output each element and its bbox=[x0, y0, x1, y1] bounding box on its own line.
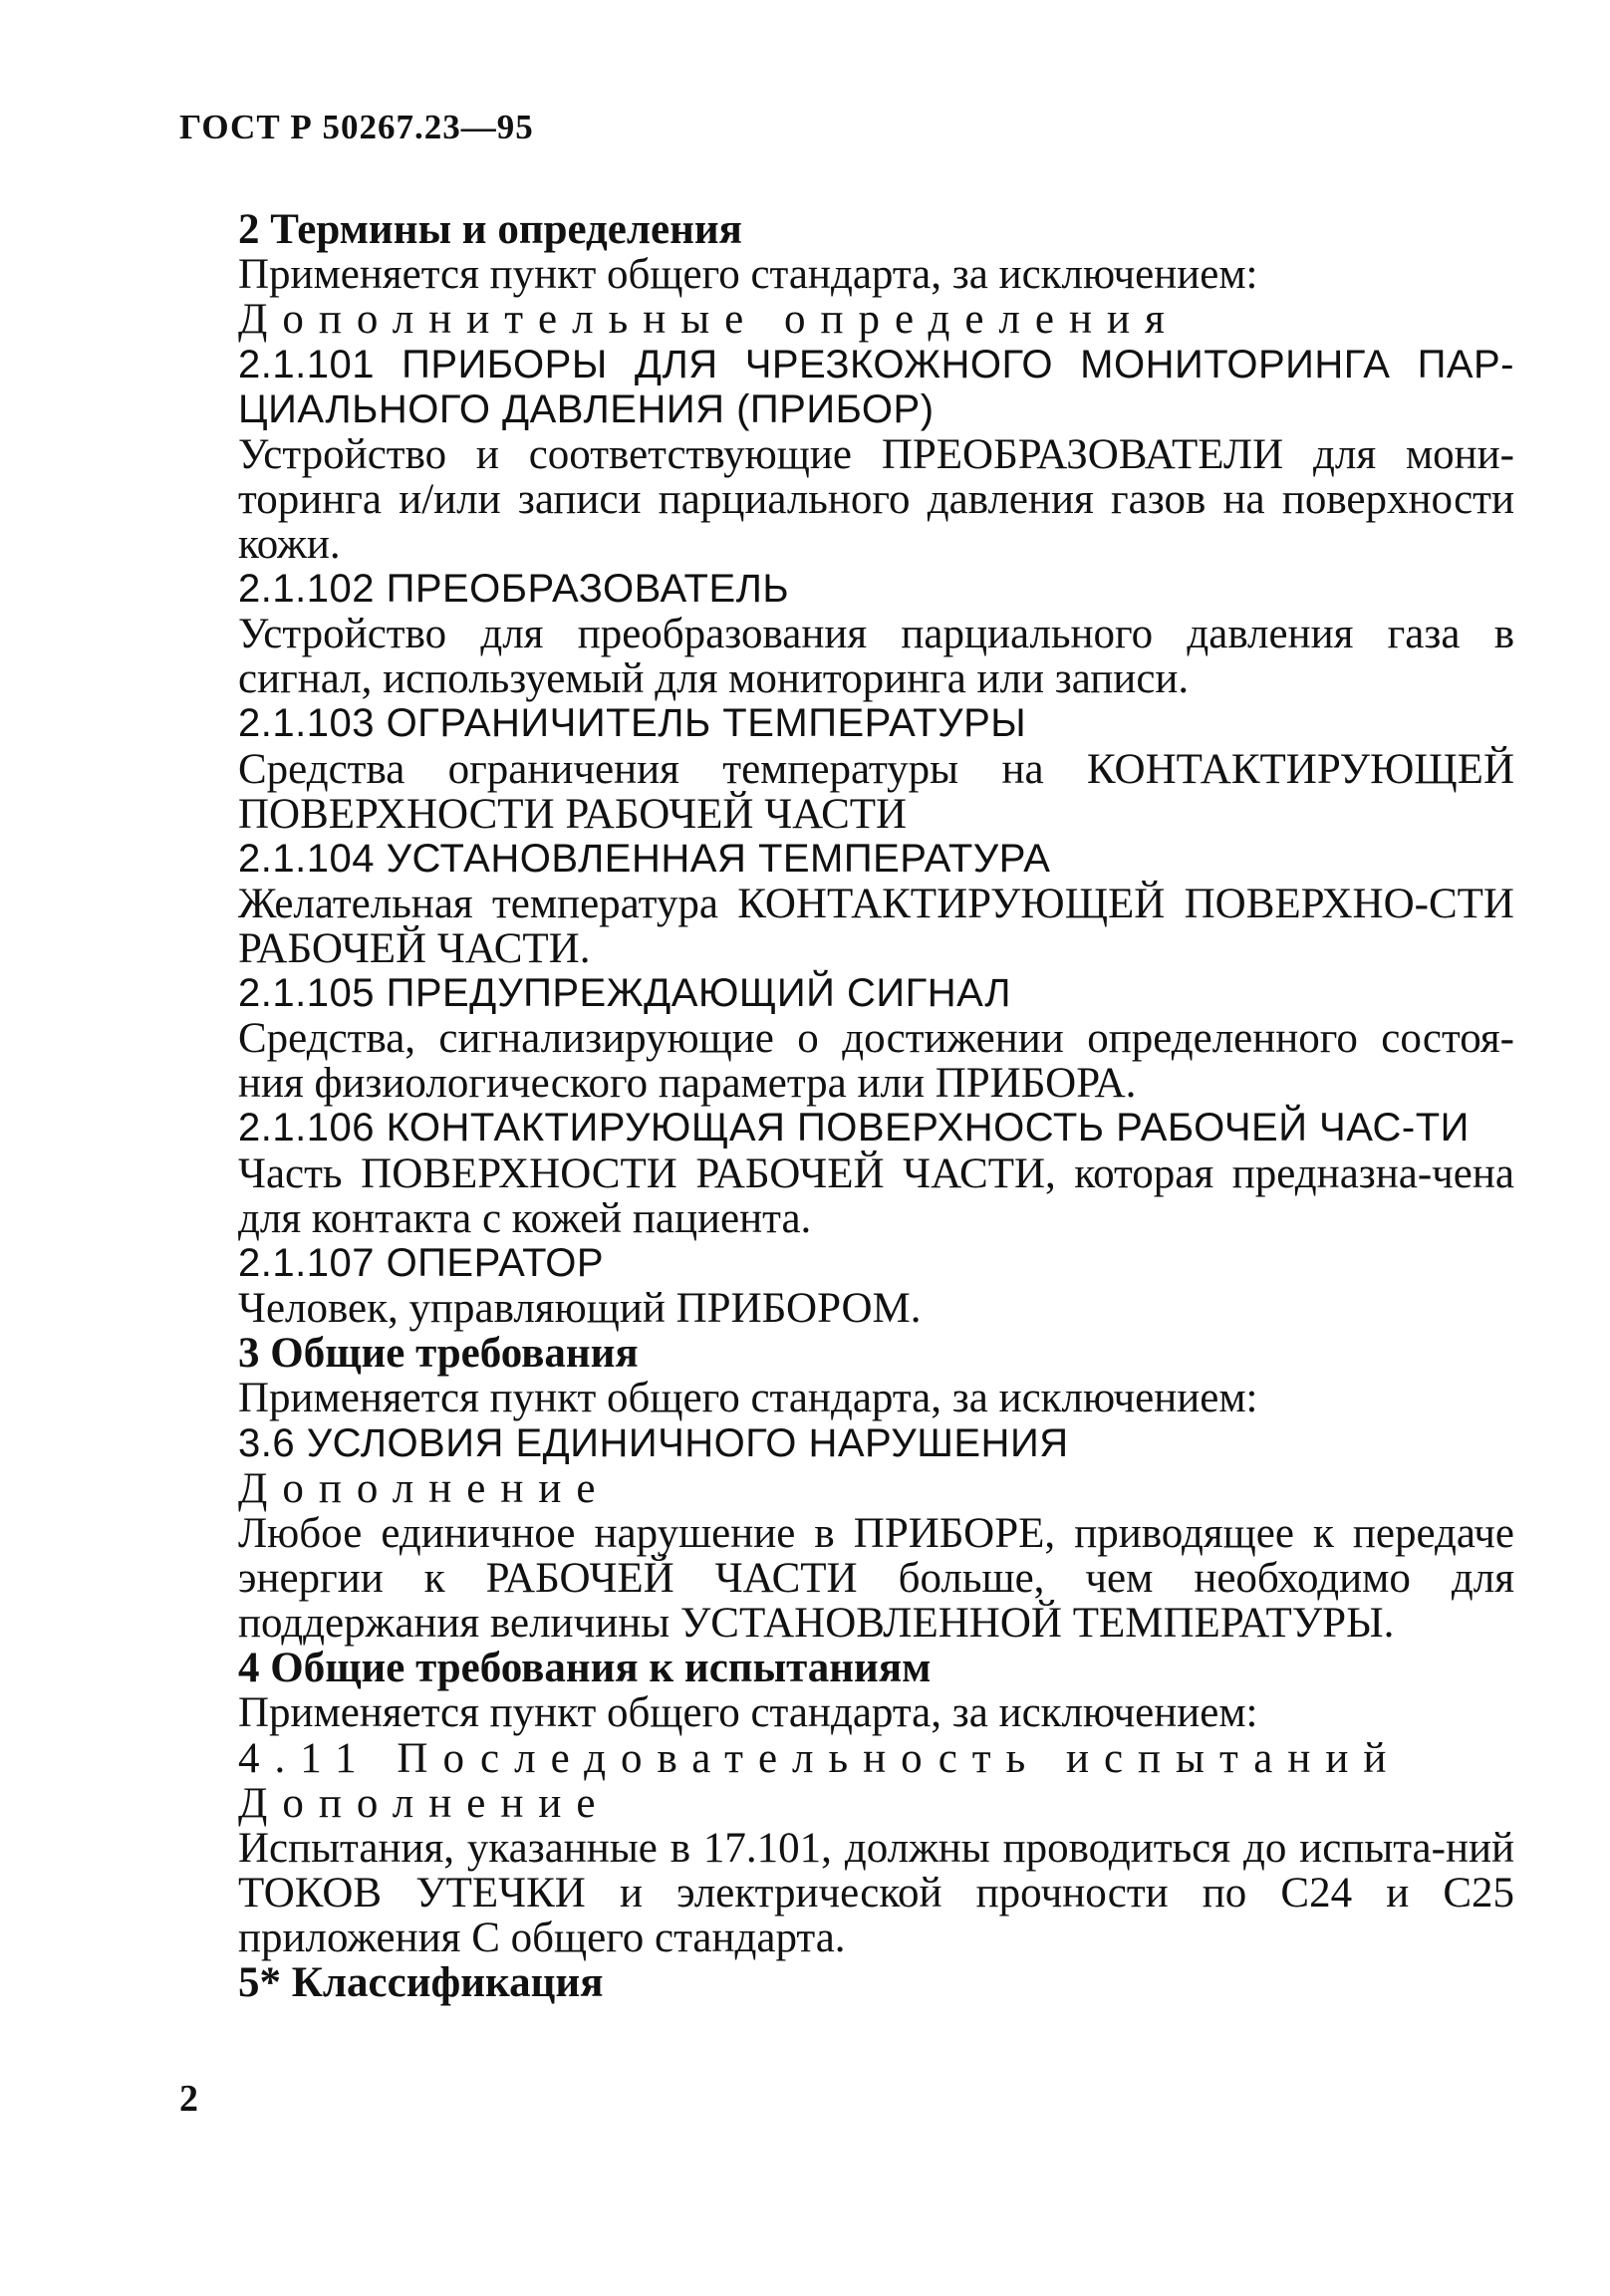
section-4-subheading: Дополнение bbox=[238, 1779, 611, 1827]
section-5-heading: 5* Классификация bbox=[238, 1959, 604, 2007]
definition-2-1-105: Средства, сигнализирующие о достижении определенного состоя-ния физиологического параметра или ПРИБОРА. bbox=[238, 1015, 1514, 1108]
definition-2-1-102: Устройство для преобразования парциального давления газа в сигнал, используемый для мониторинга или записи. bbox=[238, 611, 1514, 703]
section-3-subheading: Дополнение bbox=[238, 1464, 611, 1512]
term-2-1-107: 2.1.107 ОПЕРАТОР bbox=[238, 1240, 605, 1285]
definition-2-1-101: Устройство и соответствующие ПРЕОБРАЗОВАТЕЛИ для мони-торинга и/или записи парциального давления газов на поверхности кожи. bbox=[238, 430, 1514, 568]
definition-2-1-107: Человек, управляющий ПРИБОРОМ. bbox=[238, 1285, 922, 1332]
section-2-subheading: Дополнительные определения bbox=[238, 296, 1180, 344]
definition-2-1-104: Желательная температура КОНТАКТИРУЮЩЕЙ ПОВЕРХНО-СТИ РАБОЧЕЙ ЧАСТИ. bbox=[238, 880, 1514, 972]
clause-4-11-title: 4.11 Последовательность испытаний bbox=[238, 1734, 1402, 1782]
definition-2-1-106: Часть ПОВЕРХНОСТИ РАБОЧЕЙ ЧАСТИ, которая предназна-чена для контакта с кожей пациента. bbox=[238, 1149, 1514, 1242]
term-2-1-102: 2.1.102 ПРЕОБРАЗОВАТЕЛЬ bbox=[238, 566, 790, 611]
section-4-heading: 4 Общие требования к испытаниям bbox=[238, 1645, 932, 1692]
clause-3-6-title: 3.6 УСЛОВИЯ ЕДИНИЧНОГО НАРУШЕНИЯ bbox=[238, 1420, 1069, 1465]
clause-3-6-text: Любое единичное нарушение в ПРИБОРЕ, приводящее к передаче энергии к РАБОЧЕЙ ЧАСТИ больше, чем необходимо для поддержания величины УСТАНОВЛЕННОЙ ТЕМПЕРАТУРЫ. bbox=[238, 1509, 1514, 1647]
document-body bbox=[179, 207, 1514, 2005]
term-2-1-105: 2.1.105 ПРЕДУПРЕЖДАЮЩИЙ СИГНАЛ bbox=[238, 971, 1011, 1016]
section-3-heading: 3 Общие требования bbox=[238, 1330, 639, 1378]
section-3-intro: Применяется пункт общего стандарта, за исключением: bbox=[238, 1375, 1258, 1422]
document-header: ГОСТ Р 50267.23—95 bbox=[179, 108, 534, 146]
term-2-1-104: 2.1.104 УСТАНОВЛЕННАЯ ТЕМПЕРАТУРА bbox=[238, 836, 1051, 881]
section-4-intro: Применяется пункт общего стандарта, за исключением: bbox=[238, 1689, 1258, 1737]
section-2-intro: Применяется пункт общего стандарта, за исключением: bbox=[238, 251, 1258, 299]
term-2-1-101: 2.1.101 ПРИБОРЫ ДЛЯ ЧРЕЗКОЖНОГО МОНИТОРИНГА ПАР-ЦИАЛЬНОГО ДАВЛЕНИЯ (ПРИБОР) bbox=[238, 342, 1514, 431]
term-2-1-103: 2.1.103 ОГРАНИЧИТЕЛЬ ТЕМПЕРАТУРЫ bbox=[238, 701, 1027, 746]
clause-4-11-text: Испытания, указанные в 17.101, должны проводиться до испыта-ний ТОКОВ УТЕЧКИ и электрической прочности по С24 и С25 приложения С общего стандарта. bbox=[238, 1824, 1514, 1961]
definition-2-1-103: Средства ограничения температуры на КОНТАКТИРУЮЩЕЙ ПОВЕРХНОСТИ РАБОЧЕЙ ЧАСТИ bbox=[238, 745, 1514, 838]
section-2-heading: 2 Термины и определения bbox=[238, 206, 742, 253]
page-number: 2 bbox=[179, 2078, 198, 2120]
term-2-1-106: 2.1.106 КОНТАКТИРУЮЩАЯ ПОВЕРХНОСТЬ РАБОЧЕЙ ЧАС-ТИ bbox=[238, 1106, 1470, 1150]
